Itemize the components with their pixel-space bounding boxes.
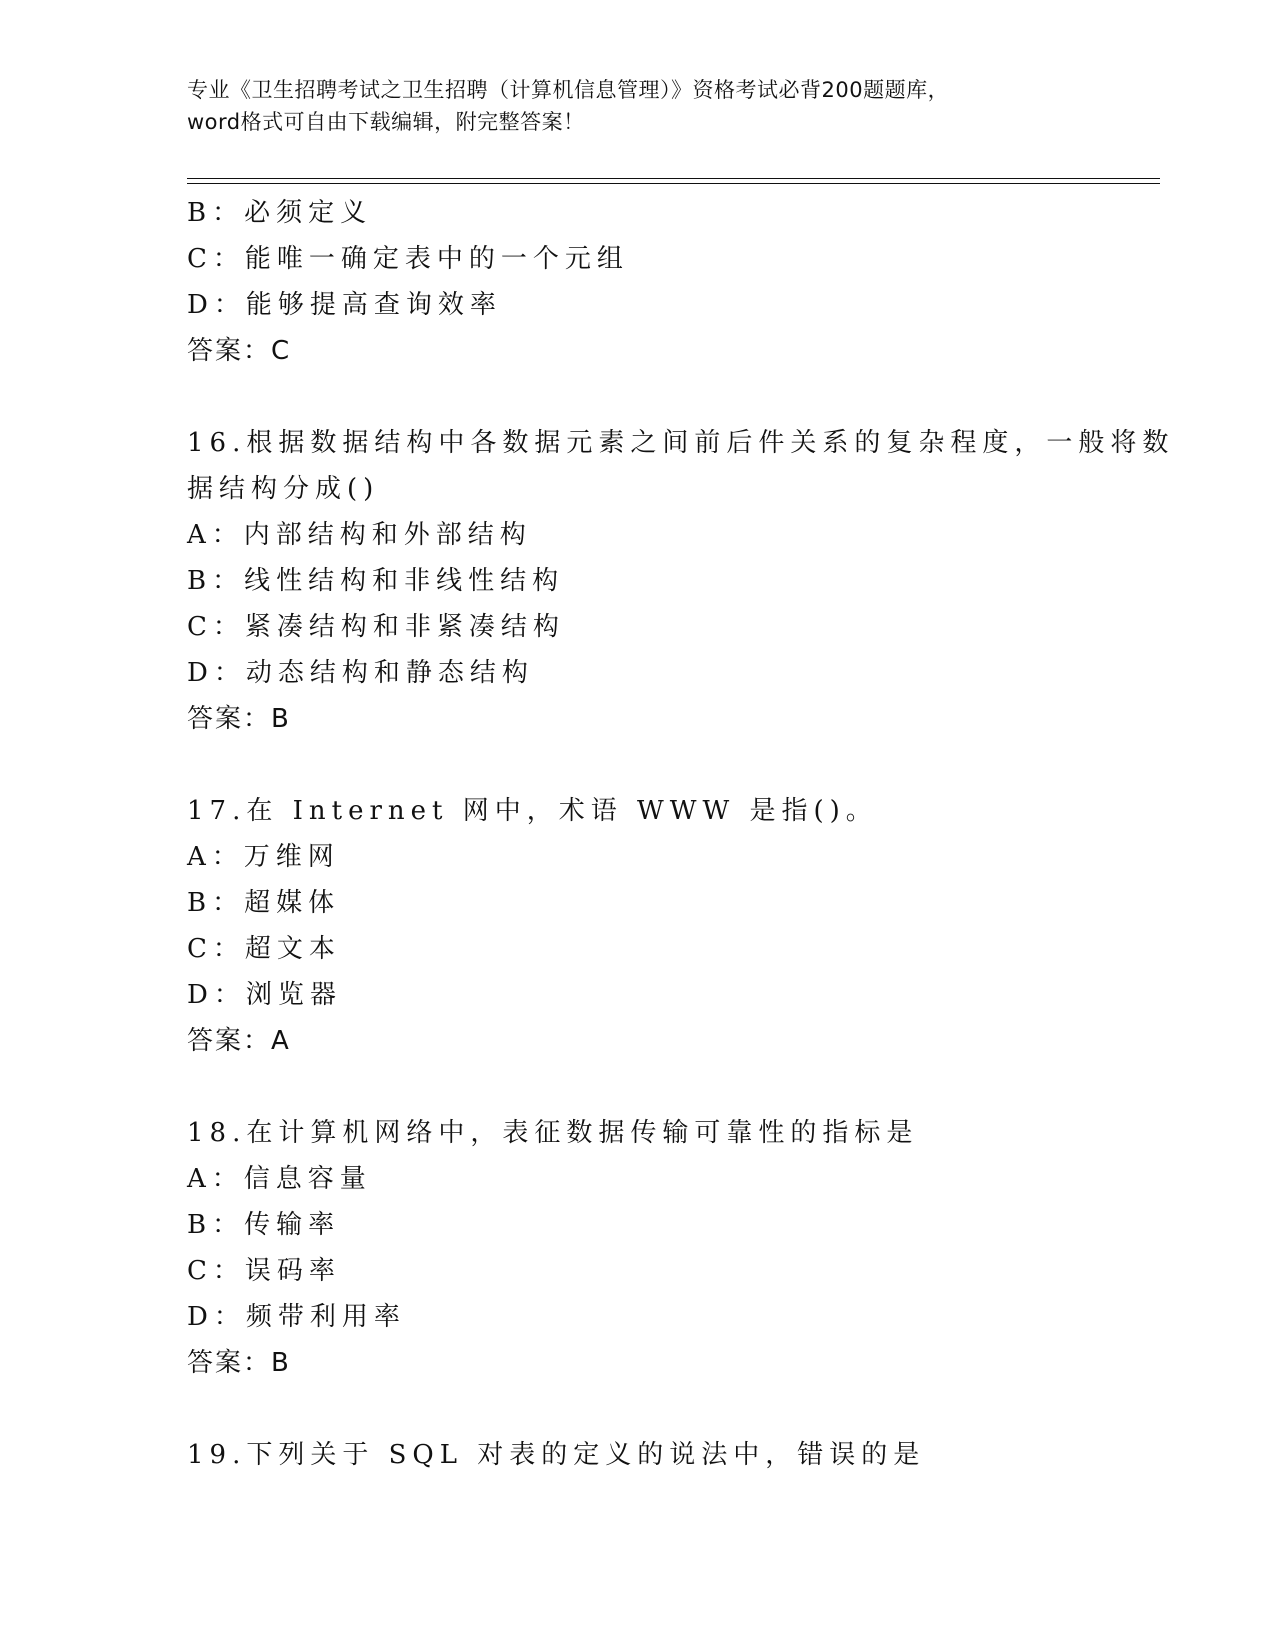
option-d: D：能够提高查询效率 <box>187 290 502 320</box>
question-stem: 16.根据数据结构中各数据元素之间前后件关系的复杂程度，一般将数 <box>187 428 1175 458</box>
option-b: B：必须定义 <box>187 198 373 228</box>
question-19 <box>187 1432 1087 1478</box>
header-line-1: 专业《卫生招聘考试之卫生招聘（计算机信息管理）》资格考试必背200题题库， <box>187 78 950 102</box>
option-b: B：超媒体 <box>187 888 341 918</box>
header-line-2: word格式可自由下载编辑，附完整答案！ <box>187 110 585 134</box>
question-stem: 17.在 Internet 网中，术语 WWW 是指()。 <box>187 796 878 826</box>
option-c: C：能唯一确定表中的一个元组 <box>187 244 629 274</box>
question-stem: 19.下列关于 SQL 对表的定义的说法中，错误的是 <box>187 1440 926 1470</box>
answer: 答案：C <box>187 336 292 366</box>
answer: 答案：B <box>187 704 291 734</box>
option-a: A：万维网 <box>187 842 340 872</box>
option-b: B：传输率 <box>187 1210 341 1240</box>
option-c: C：紧凑结构和非紧凑结构 <box>187 612 565 642</box>
option-c: C：误码率 <box>187 1256 341 1286</box>
question-stem-cont: 据结构分成() <box>187 474 380 504</box>
option-d: D：频带利用率 <box>187 1302 406 1332</box>
option-b: B：线性结构和非线性结构 <box>187 566 565 596</box>
question-15-partial <box>187 190 1087 374</box>
option-c: C：超文本 <box>187 934 341 964</box>
document-header <box>187 74 1087 138</box>
question-16 <box>187 420 1175 742</box>
answer: 答案：B <box>187 1348 291 1378</box>
answer: 答案：A <box>187 1026 291 1056</box>
header-divider-top <box>187 178 1160 179</box>
header-divider-bottom <box>187 183 1160 184</box>
question-17 <box>187 788 1087 1064</box>
option-a: A：信息容量 <box>187 1164 372 1194</box>
document-body <box>187 190 1175 1478</box>
question-18 <box>187 1110 1087 1386</box>
option-a: A：内部结构和外部结构 <box>187 520 532 550</box>
option-d: D：动态结构和静态结构 <box>187 658 534 688</box>
option-d: D：浏览器 <box>187 980 342 1010</box>
question-stem: 18.在计算机网络中，表征数据传输可靠性的指标是 <box>187 1118 919 1148</box>
